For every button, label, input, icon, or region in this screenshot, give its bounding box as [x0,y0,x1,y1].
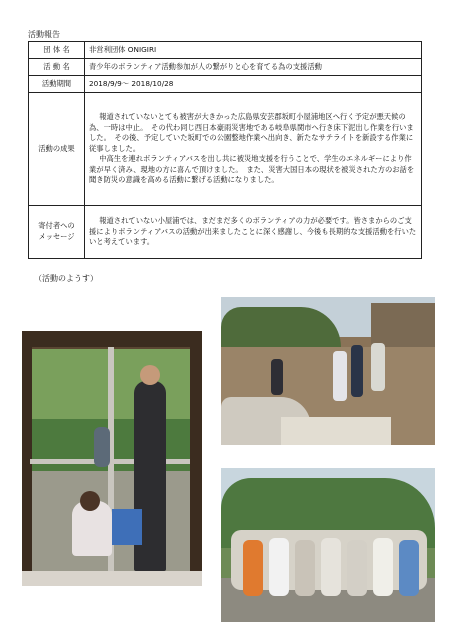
results-paragraph-1: 報道されていないとても被害が大きかった広島県安芸郡坂町小屋浦地区へ行く予定が悪天候の為、一時は中止。 その代わ同じ西日本豪雨災害地である岐阜県関市へ行き床下泥出し作業を行いました。 その後、予定していた坂町での公園整地作業へ出向き、新たなサテライトを新設する作業に従事しました。 [89,111,414,153]
results-text [85,93,422,206]
message-label-line-1: 寄付者への [38,221,75,231]
report-heading: 活動報告 [28,30,60,39]
message-text [85,206,422,259]
row-results [29,93,422,206]
row-activity-period [29,76,422,93]
photo-work-site [221,297,435,445]
activity-label: 活 動 名 [29,59,85,76]
results-paragraph-2: 中高生を連れボランティアバスを出し共に被災地支援を行うことで、学生のエネルギーにより作業が早く済み、現地の方に喜んで頂けました。 また、災害大国日本の現状を被災された方のお話を聞き防災の意識を高める活動に繋げる活動になりました。 [89,154,415,185]
photo-window-cleaning [22,331,202,586]
activity-value: 青少年のボランティア活動参加が人の繋がりと心を育てる為の支援活動 [85,59,422,76]
results-label: 活動の成果 [29,93,85,206]
message-label [29,206,85,259]
row-activity-name [29,59,422,76]
message-paragraph: 報道されていない小屋浦では、まだまだ多くのボランティアの力が必要です。皆さまからのご支援によりボランティアバスの活動が出来ましたことに深く感謝し、今後も長期的な支援活動を行いたいと考えています。 [89,216,417,247]
row-organization [29,42,422,59]
report-table [28,41,422,259]
period-value: 2018/9/9～ 2018/10/28 [85,76,422,93]
org-value: 非営利団体 ONIGIRI [85,42,422,59]
row-donor-message [29,206,422,259]
period-label: 活動期間 [29,76,85,93]
message-label-line-2: メッセージ [38,232,75,241]
org-label: 団 体 名 [29,42,85,59]
photo-group [221,468,435,622]
photos-caption: （活動のようす） [34,274,98,283]
